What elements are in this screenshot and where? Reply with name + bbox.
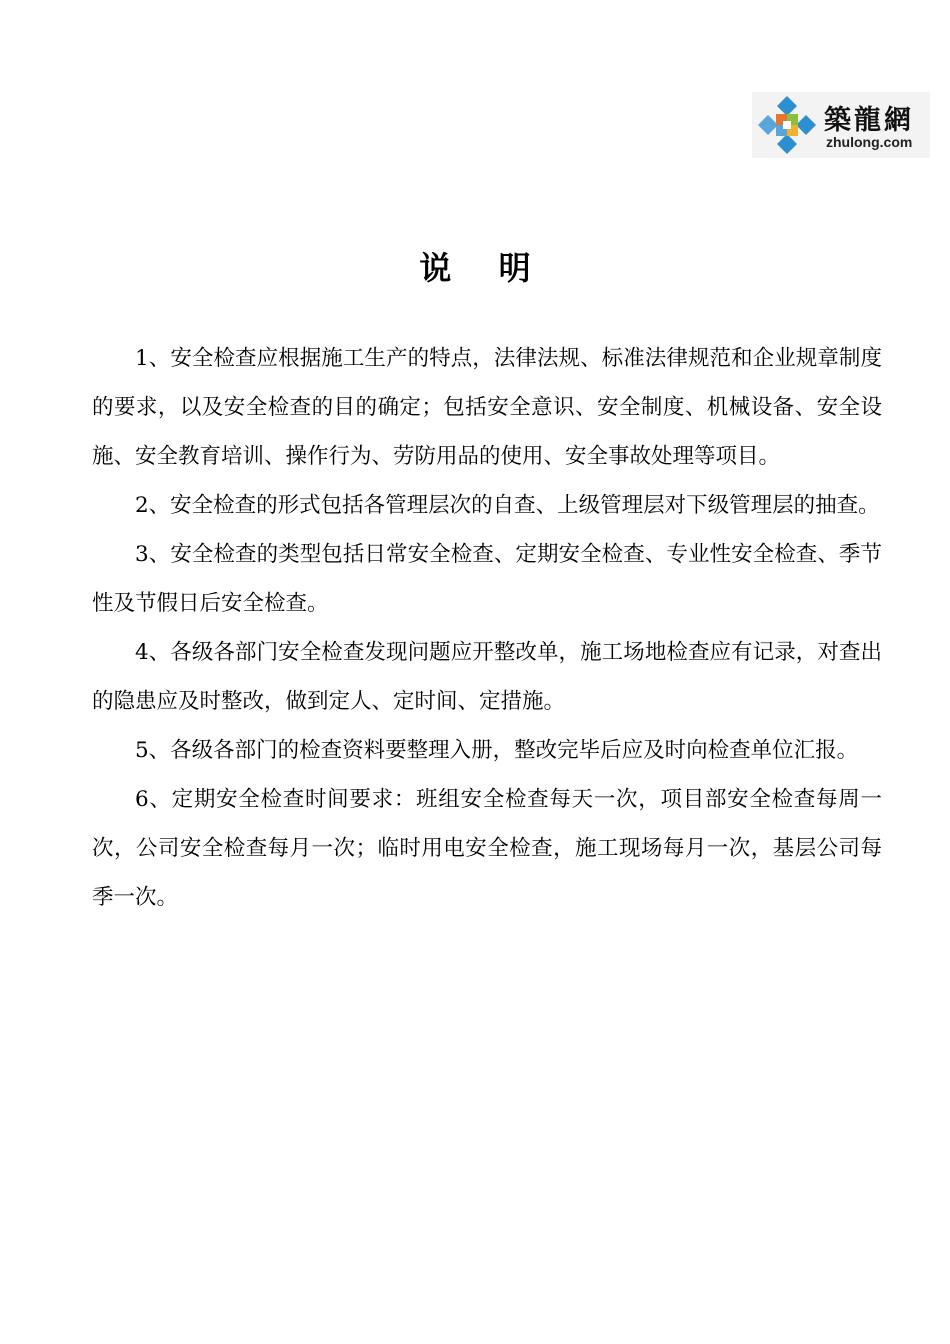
paragraph-1: 1、安全检查应根据施工生产的特点，法律法规、标准法律规范和企业规章制度的要求，以及安全检查的目的确定；包括安全意识、安全制度、机械设备、安全设施、安全教育培训、操作行为、劳防用品的使用、安全事故处理等项目。 (92, 346, 882, 469)
document-title: 说 明 (419, 249, 549, 287)
paragraph-6: 6、定期安全检查时间要求：班组安全检查每天一次，项目部安全检查每周一次，公司安全检查每月一次；临时用电安全检查，施工现场每月一次，基层公司每季一次。 (92, 787, 882, 910)
zhulong-logo-icon (756, 94, 818, 156)
logo-site-url: zhulong.com (826, 134, 913, 150)
paragraph-4: 4、各级各部门安全检查发现问题应开整改单，施工场地检查应有记录，对查出的隐患应及时整改，做到定人、定时间、定措施。 (92, 640, 882, 714)
logo-chinese-name: 築龍網 (824, 105, 914, 136)
document-body (92, 334, 882, 922)
zhulong-logo (752, 92, 930, 158)
paragraph-2: 2、安全检查的形式包括各管理层次的自查、上级管理层对下级管理层的抽查。 (135, 493, 880, 518)
paragraph-5: 5、各级各部门的检查资料要整理入册，整改完毕后应及时向检查单位汇报。 (135, 738, 859, 763)
paragraph-3: 3、安全检查的类型包括日常安全检查、定期安全检查、专业性安全检查、季节性及节假日后安全检查。 (92, 542, 882, 616)
